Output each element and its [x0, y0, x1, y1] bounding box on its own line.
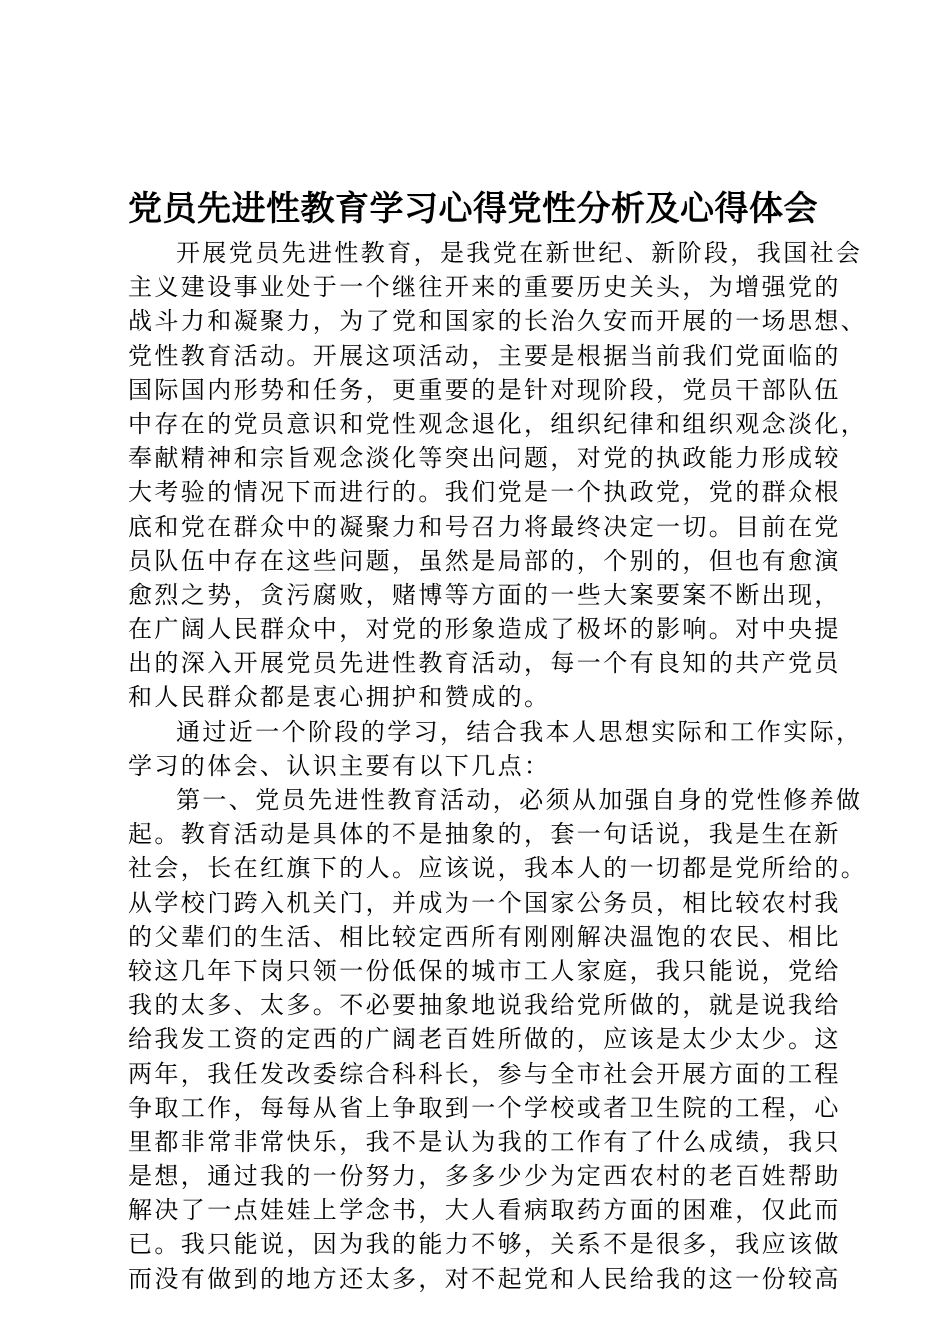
- text-line: 起。教育活动是具体的不是抽象的，套一句话说，我是生在新: [128, 820, 841, 849]
- text-line: 出的深入开展党员先进性教育活动，每一个有良知的共产党员: [128, 649, 841, 678]
- text-line: 通过近一个阶段的学习，结合我本人思想实际和工作实际，: [176, 717, 863, 746]
- text-line: 社会，长在红旗下的人。应该说，我本人的一切都是党所给的。: [128, 854, 868, 883]
- text-line: 里都非常非常快乐，我不是认为我的工作有了什么成绩，我只: [128, 1127, 841, 1156]
- text-line: 而没有做到的地方还太多，对不起党和人民给我的这一份较高: [128, 1264, 841, 1293]
- text-line: 从学校门跨入机关门，并成为一个国家公务员，相比较农村我: [128, 888, 841, 917]
- text-line: 愈烈之势，贪污腐败，赌博等方面的一些大案要案不断出现，: [128, 580, 841, 609]
- text-line: 给我发工资的定西的广阔老百姓所做的，应该是太少太少。这: [128, 1025, 841, 1054]
- text-line: 第一、党员先进性教育活动，必须从加强自身的党性修养做: [176, 786, 863, 814]
- text-line: 我的太多、太多。不必要抽象地说我给党所做的，就是说我给: [128, 991, 841, 1020]
- text-line: 和人民群众都是衷心拥护和赞成的。: [128, 683, 551, 712]
- text-line: 党性教育活动。开展这项活动，主要是根据当前我们党面临的: [128, 341, 841, 370]
- text-line: 员队伍中存在这些问题，虽然是局部的，个别的，但也有愈演: [128, 546, 841, 575]
- text-line: 两年，我任发改委综合科科长，参与全市社会开展方面的工程: [128, 1059, 841, 1088]
- text-line: 国际国内形势和任务，更重要的是针对现阶段，党员干部队伍: [128, 375, 841, 404]
- text-line: 在广阔人民群众中，对党的形象造成了极坏的影响。对中央提: [128, 615, 841, 644]
- text-line: 已。我只能说，因为我的能力不够，关系不是很多，我应该做: [128, 1230, 841, 1259]
- text-line: 学习的体会、认识主要有以下几点：: [128, 751, 551, 780]
- text-line: 开展党员先进性教育，是我党在新世纪、新阶段，我国社会: [176, 239, 863, 267]
- text-line: 战斗力和凝聚力，为了党和国家的长治久安而开展的一场思想、: [128, 307, 868, 336]
- text-line: 主义建设事业处于一个继往开来的重要历史关头，为增强党的: [128, 273, 841, 302]
- text-line: 是想，通过我的一份努力，多多少少为定西农村的老百姓帮助: [128, 1162, 841, 1191]
- document-body: [128, 236, 868, 1296]
- text-line: 奉献精神和宗旨观念淡化等突出问题，对党的执政能力形成较: [128, 444, 841, 473]
- text-line: 中存在的党员意识和党性观念退化，组织纪律和组织观念淡化，: [128, 409, 868, 438]
- document-title: 党员先进性教育学习心得党性分析及心得体会: [128, 189, 818, 229]
- text-line: 大考验的情况下而进行的。我们党是一个执政党，党的群众根: [128, 478, 841, 507]
- text-line: 底和党在群众中的凝聚力和号召力将最终决定一切。目前在党: [128, 512, 841, 541]
- text-line: 争取工作，每每从省上争取到一个学校或者卫生院的工程，心: [128, 1093, 841, 1122]
- text-line: 较这几年下岗只领一份低保的城市工人家庭，我只能说，党给: [128, 956, 841, 985]
- text-line: 的父辈们的生活、相比较定西所有刚刚解决温饱的农民、相比: [128, 922, 841, 951]
- text-line: 解决了一点娃娃上学念书，大人看病取药方面的困难，仅此而: [128, 1196, 841, 1225]
